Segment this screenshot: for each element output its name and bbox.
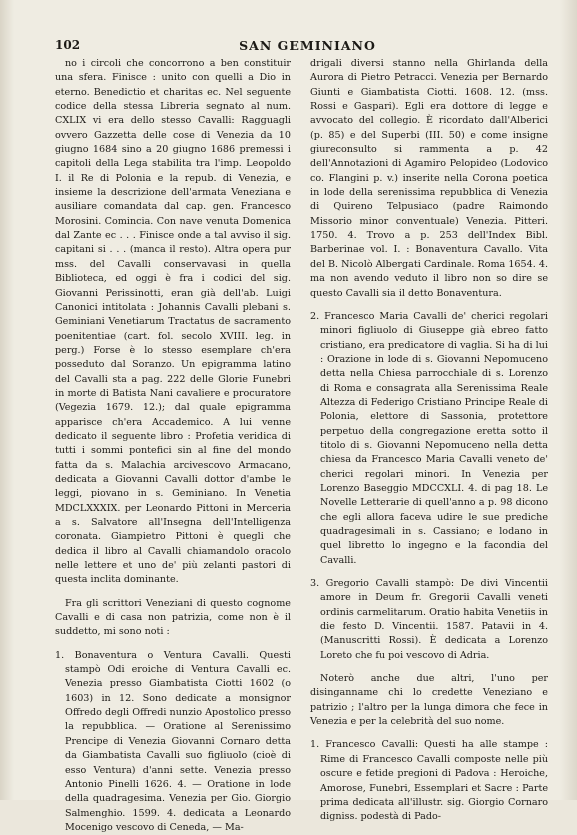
right-column — [310, 57, 548, 825]
left-paragraph-2: Fra gli scrittori Veneziani di questo cognome Cavalli e di casa non patrizia, come non è il suddetto, mi sono noti : — [55, 597, 291, 638]
left-entry-1: 1. Bonaventura o Ventura Cavalli. Questi stampò Odi eroiche di Ventura Cavalli ec. Venezia presso Giambatista Ciotti 1602 (o 1603) in 12. Sono dedicate a monsignor Offredo degli Offredi nunzio Apostolico presso la repubblica. — Oratione al Serenissimo Prencipe di Venezia Giovanni Cornaro detta da Giambatista Cavalli suo figliuolo (cioè di esso Ventura) d'anni sette. Venezia presso Antonio Pinelli 1626. 4. — Oratione in lode della quadragesima. Venezia per Gio. Giorgio Salmenghio. 1599. 4. dedicata a Leonardo Mocenigo vescovo di Ceneda, — Ma- — [55, 649, 291, 833]
page-number: 102 — [55, 38, 81, 52]
right-paragraph-note: Noterò anche due altri, l'uno per disinganname chi lo credette Veneziano e patrizio ; l'altro per la lunga dimora che fece in Venezia e per la celebrità del suo nome. — [310, 673, 548, 728]
running-head: SAN GEMINIANO — [239, 38, 376, 53]
right-paragraph-1: drigali diversi stanno nella Ghirlanda della Aurora di Pietro Petracci. Venezia per Bernardo Giunti e Giambatista Ciotti. 1608. 12. (mss. Rossi e Gaspari). Egli era dottore di legge e avvocato del collegio. È ricordato dall'Alberici (p. 85) e del Superbi (III. 50) e come insigne giureconsulto si rammenta a p. 42 dell'Annotazioni di Agamiro Pelopideo (Lodovico co. Flangini p. v.) inserite nella Corona poetica in lode della serenissima repubblica di Venezia di Quireno Telpusiaco (padre Raimondo Missorio minor conventuale) Venezia. Pitteri. 1750. 4. Trovo a p. 253 dell'Index Bibl. Barberinae vol. I. : Bonaventura Cavallo. Vita del B. Nicolò Albergati Cardinale. Roma 1654. 4. ma non avendo veduto il libro non so dire se questo Cavalli sia il detto Bonaventura. — [310, 58, 548, 299]
right-entry-2: 2. Francesco Maria Cavalli de' cherici regolari minori figliuolo di Giuseppe già ebreo fatto cristiano, era predicatore di vaglia. Si ha di lui : Orazione in lode di s. Giovanni Nepomuceno detta nella Chiesa parrocchiale di s. Lorenzo di Roma e consagrata alla Serenissima Reale Altezza di Federigo Cristiano Principe Reale di Polonia, elettore di Sassonia, protettore perpetuo della congregazione eretta sotto il titolo di s. Giovanni Nepomuceno nella detta chiesa da Francesco Maria Cavalli veneto de' cherici regolari minori. In Venezia per Lorenzo Baseggio MDCCXLI. 4. di pag 18. Le Novelle Letterarie di quell'anno a p. 98 dicono che egli allora faceva udire le sue prediche quadragesimali in s. Cassiano; e lodano in quel libretto lo ingegno e la facondia del Cavalli. — [310, 310, 548, 566]
left-paragraph-1: no i circoli che concorrono a ben constituir una sfera. Finisce : unito con quelli a Dio in eterno. Benedictio et charitas ec. Nel seguente codice della stessa Libreria segnato al num. CXLIX vi era dello stesso Cavalli: Ragguagli ovvero Gazzetta delle cose di Venezia da 10 giugno 1684 sino a 20 giugno 1686 premessi i capitoli della Lega stabilita tra l'imp. Leopoldo I. il Re di Polonia e la repub. di Venezia, e insieme la descrizione dell'armata Veneziana e ausiliare comandata dal cap. gen. Francesco Morosini. Comincia. Con nave venuta Domenica dal Zante ec . . . Finisce onde a tal avviso il sig. capitani si . . . (manca il resto). Altra opera pur mss. del Cavalli conservavasi in quella Biblioteca, ed oggi è fra i codici del sig. Giovanni Perissinotti, eran già dell'ab. Luigi Canonici intitolata : Johannis Cavalli plebani s. Geminiani Venetiarum Tractatus de sacramento poenitentiae (cart. fol. secolo XVIII. leg. in perg.) Forse è lo stesso esemplare ch'era posseduto dal Soranzo. Un epigramma latino del Cavalli sta a pag. 222 delle Glorie Funebri in morte di Batista Nani cavaliere e procuratore (Vegezia 1679. 12.); dal quale epigramma apparisce ch'era Accademico. A lui venne dedicato il seguente libro : Profetia veridica di tutti i sommi pontefici sin al fine del mondo fatta da s. Malachia arcivescovo Armacano, dedicata a Giovanni Cavalli dottor d'ambe le leggi, piovano in s. Geminiano. In Venetia MDCLXXXIX. per Leonardo Pittoni in Merceria a s. Salvatore all'Insegna dell'Intelligenza coronata. Giampietro Pittoni è quegli che dedica il libro al Cavalli chiamandolo oracolo nelle lettere et uno de' più zelanti pastori di questa inclita dominante. — [55, 58, 291, 586]
left-column — [55, 57, 291, 835]
right-entry-francesco: 1. Francesco Cavalli: Questi ha alle stampe : Rime di Francesco Cavalli composte nelle più oscure e fetide pregioni di Padova : Heroiche, Amorose, Funebri, Essemplari et Sacre : Parte prima dedicata all'illustr. sig. Giorgio Cornaro digniss. podestà di Pado- — [310, 739, 548, 823]
page-header — [55, 38, 560, 54]
right-entry-3: 3. Gregorio Cavalli stampò: De divi Vincentii amore in Deum fr. Gregorii Cavalli veneti ordinis carmelitarum. Oratio habita Venetiis in die festo D. Vincentii. 1587. Patavii in 4. (Manuscritti Rossi). È dedicata a Lorenzo Loreto che fu poi vescovo di Adria. — [310, 578, 548, 661]
